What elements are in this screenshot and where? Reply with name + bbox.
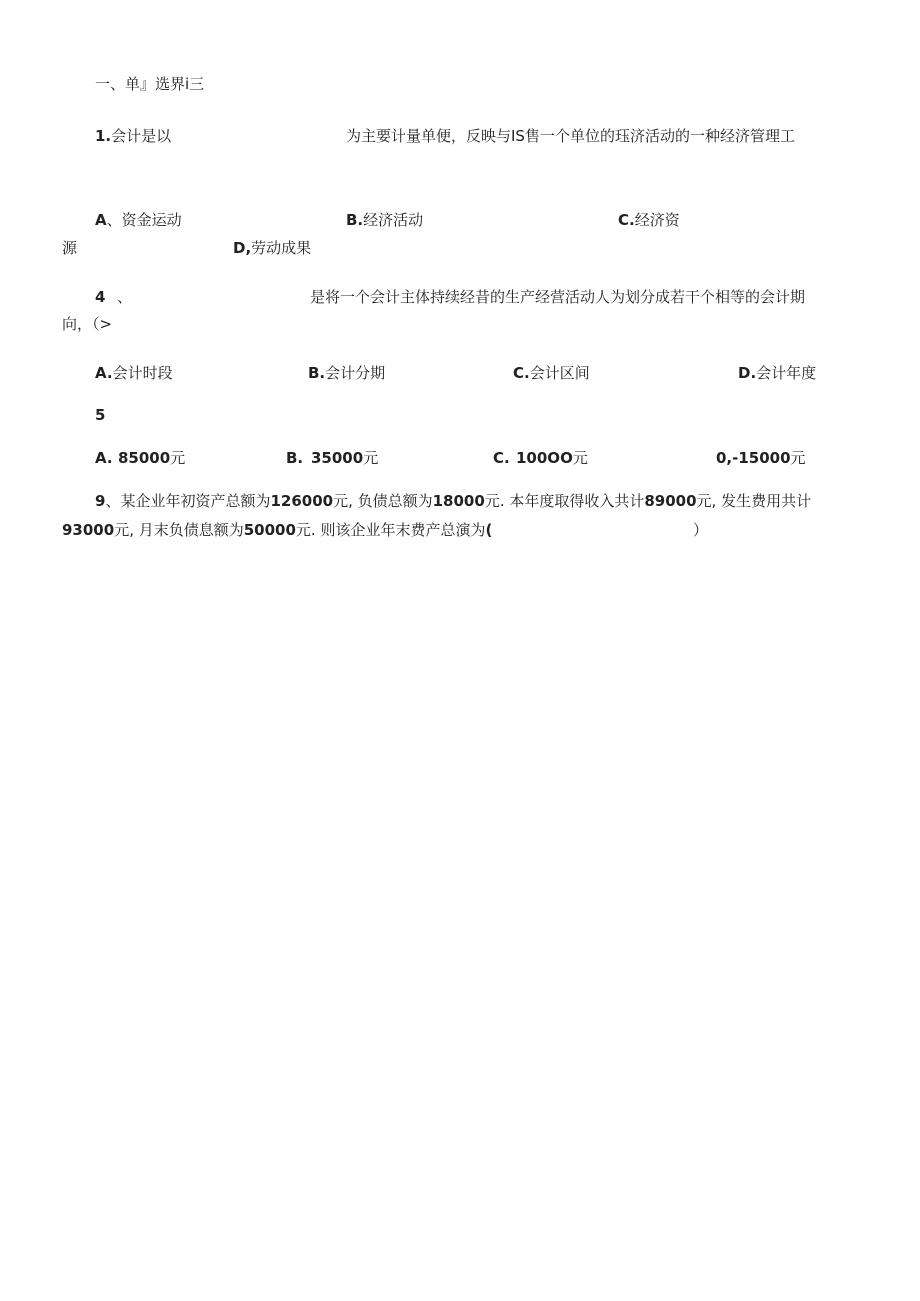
question-4-sep: 、	[117, 288, 133, 306]
q5-option-d-value: 0,-15000元	[716, 449, 806, 467]
question-9-line-2: 93000元, 月末负债息额为50000元. 则该企业年末费产总演为(	[62, 521, 493, 539]
option-letter: B.	[286, 449, 304, 467]
question-number: 9	[95, 492, 106, 510]
option-letter: D,	[233, 239, 252, 257]
question-9-close-paren: ）	[693, 521, 709, 539]
option-letter: B.	[346, 211, 364, 229]
question-1-stem	[95, 126, 171, 146]
q4-option-a	[95, 363, 173, 383]
option-text: 会计年度	[756, 364, 817, 382]
option-letter: B.	[308, 364, 326, 382]
question-5-number: 5	[95, 406, 106, 424]
option-letter: A.	[95, 449, 113, 467]
q4-option-c	[513, 363, 590, 383]
question-number: 4	[95, 288, 106, 306]
question-4-number	[95, 287, 105, 307]
option-text: 经济资	[634, 211, 680, 229]
q1-option-d	[233, 238, 311, 258]
question-4-stem-continued: 向，（>	[62, 315, 113, 333]
option-letter: C.	[618, 211, 635, 229]
option-text: 劳动成果	[251, 239, 312, 257]
option-text: 经济活动	[363, 211, 424, 229]
question-4-stem: 是将一个会计主体持续经昔的生产经营活动人为划分成若干个相等的会计期	[310, 288, 806, 306]
option-letter: C.	[513, 364, 530, 382]
question-text: 会计是以	[111, 127, 172, 145]
question-9-line-1: 9、某企业年初资产总额为126000元, 负债总额为18000元. 本年度取得收入共计89000元, 发生费用共计	[95, 492, 812, 510]
section-title: 一、单』选界i三	[95, 75, 205, 93]
q4-option-d	[738, 363, 816, 383]
q1-option-c-wrap: 源	[62, 239, 78, 257]
q1-option-b	[346, 210, 423, 230]
q4-option-b	[308, 363, 385, 383]
option-text: 会计时段	[112, 364, 173, 382]
question-number: 1.	[95, 127, 112, 145]
option-letter: C.	[493, 449, 510, 467]
option-letter: A	[95, 211, 107, 229]
q5-option-b-value: 35000元	[311, 449, 379, 467]
option-text: 资金运动	[121, 211, 182, 229]
q5-option-c	[493, 448, 510, 468]
question-1-stem-continued: 为主要计量单便，反映与IS售一个单位的珏济活动的一种经济管理工	[346, 127, 795, 145]
option-text: 会计区间	[529, 364, 590, 382]
option-letter: D.	[738, 364, 757, 382]
option-text: 会计分期	[325, 364, 386, 382]
q5-option-a-value: 85000元	[118, 449, 186, 467]
q5-option-b	[286, 448, 303, 468]
q5-option-c-value: 100OO元	[516, 449, 588, 467]
q1-option-a: A、资金运动	[95, 211, 182, 229]
option-letter: A.	[95, 364, 113, 382]
q1-option-c	[618, 210, 680, 230]
q5-option-a	[95, 448, 113, 468]
